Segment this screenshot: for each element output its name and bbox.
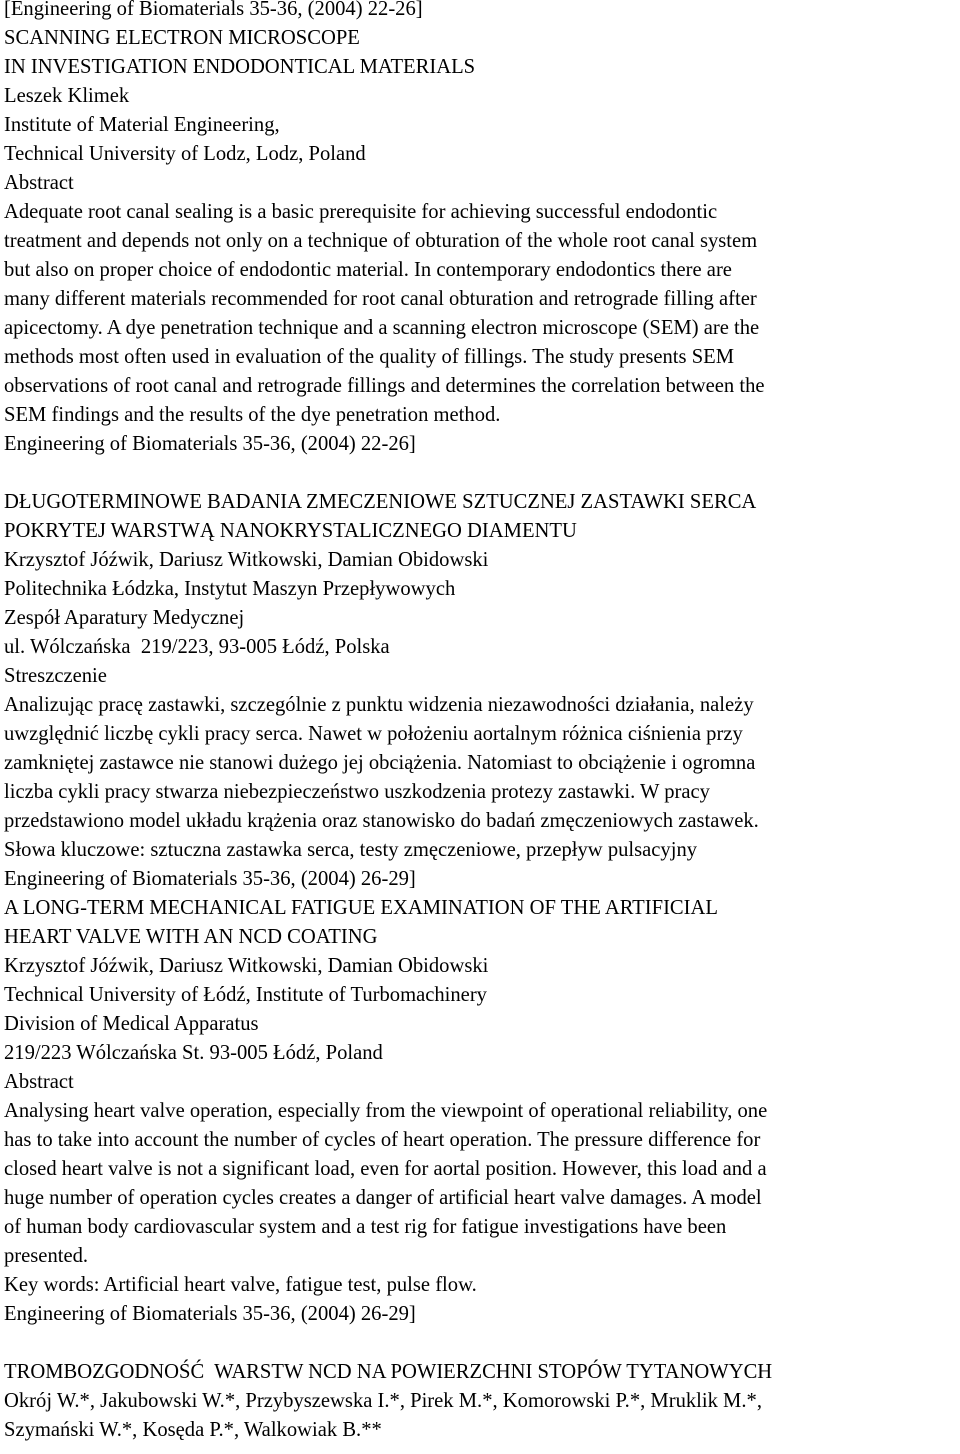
article-title-line: HEART VALVE WITH AN NCD COATING [4, 926, 378, 948]
abstract-line: closed heart valve is not a significant load, even for aortal position. However, this load and a [4, 1158, 767, 1180]
citation: [Engineering of Biomaterials 35-36, (2004) 22-26] [4, 0, 423, 20]
article-title-line: TROMBOZGODNOŚĆ WARSTW NCD NA POWIERZCHNI STOPÓW TYTANOWYCH [4, 1361, 773, 1383]
abstract-line: observations of root canal and retrograde fillings and determines the correlation between the [4, 375, 765, 397]
article-long-term-fatigue-examination [4, 894, 956, 1329]
affiliation-line: Technical University of Łódź, Institute of Turbomachinery [4, 984, 487, 1006]
abstract-line: but also on proper choice of endodontic material. In contemporary endodontics there are [4, 259, 732, 281]
affiliation-line: Division of Medical Apparatus [4, 1013, 259, 1035]
authors: Krzysztof Jóźwik, Dariusz Witkowski, Damian Obidowski [4, 955, 489, 977]
blank-line [4, 1329, 956, 1358]
affiliation-line: 219/223 Wólczańska St. 93-005 Łódź, Poland [4, 1042, 383, 1064]
abstract-line: zamkniętej zastawce nie stanowi dużego jej obciążenia. Natomiast to obciążenie i ogromna [4, 752, 756, 774]
document-page [4, 0, 956, 1445]
authors: Krzysztof Jóźwik, Dariusz Witkowski, Damian Obidowski [4, 549, 489, 571]
abstract-line: treatment and depends not only on a technique of obturation of the whole root canal system [4, 230, 758, 252]
author: Leszek Klimek [4, 85, 130, 107]
authors-line: Okrój W.*, Jakubowski W.*, Przybyszewska I.*, Pirek M.*, Komorowski P.*, Mruklik M.*, [4, 1390, 762, 1412]
abstract-line: apicectomy. A dye penetration technique and a scanning electron microscope (SEM) are the [4, 317, 760, 339]
abstract-line: liczba cykli pracy stwarza niebezpieczeństwo uszkodzenia protezy zastawki. W pracy [4, 781, 710, 803]
affiliation-line: Zespół Aparatury Medycznej [4, 607, 245, 629]
article-scanning-electron-microscope [4, 0, 956, 459]
abstract-heading: Abstract [4, 172, 74, 194]
article-title-line: A LONG-TERM MECHANICAL FATIGUE EXAMINATION OF THE ARTIFICIAL [4, 897, 718, 919]
abstract-heading: Abstract [4, 1071, 74, 1093]
citation-end: Engineering of Biomaterials 35-36, (2004) 22-26] [4, 433, 416, 455]
abstract-heading: Streszczenie [4, 665, 107, 687]
article-trombozgodnosc [4, 1358, 956, 1445]
article-dlugoterminowe-badania [4, 488, 956, 894]
article-title-line: DŁUGOTERMINOWE BADANIA ZMECZENIOWE SZTUCZNEJ ZASTAWKI SERCA [4, 491, 757, 513]
article-title-line: IN INVESTIGATION ENDODONTICAL MATERIALS [4, 56, 476, 78]
article-title-line: POKRYTEJ WARSTWĄ NANOKRYSTALICZNEGO DIAMENTU [4, 520, 577, 542]
abstract-line: many different materials recommended for root canal obturation and retrograde filling after [4, 288, 757, 310]
abstract-line: uwzględnić liczbę cykli pracy serca. Nawet w położeniu aortalnym różnica ciśnienia przy [4, 723, 743, 745]
citation-end: Engineering of Biomaterials 35-36, (2004) 26-29] [4, 868, 416, 890]
abstract-line: of human body cardiovascular system and a test rig for fatigue investigations have been [4, 1216, 727, 1238]
affiliation-line: Institute of Material Engineering, [4, 114, 280, 136]
article-title-line: SCANNING ELECTRON MICROSCOPE [4, 27, 360, 49]
abstract-line: Analizując pracę zastawki, szczególnie z punktu widzenia niezawodności działania, należy [4, 694, 754, 716]
abstract-line: presented. [4, 1245, 89, 1267]
abstract-line: Analysing heart valve operation, especially from the viewpoint of operational reliability, one [4, 1100, 768, 1122]
abstract-line: Adequate root canal sealing is a basic prerequisite for achieving successful endodontic [4, 201, 718, 223]
affiliation-line: Politechnika Łódzka, Instytut Maszyn Przepływowych [4, 578, 456, 600]
abstract-line: methods most often used in evaluation of the quality of fillings. The study presents SEM [4, 346, 735, 368]
abstract-line: huge number of operation cycles creates a danger of artificial heart valve damages. A model [4, 1187, 762, 1209]
citation-end: Engineering of Biomaterials 35-36, (2004) 26-29] [4, 1303, 416, 1325]
affiliation-line: Technical University of Lodz, Lodz, Poland [4, 143, 366, 165]
blank-line [4, 459, 956, 488]
affiliation-line: ul. Wólczańska 219/223, 93-005 Łódź, Polska [4, 636, 390, 658]
keywords: Key words: Artificial heart valve, fatigue test, pulse flow. [4, 1274, 477, 1296]
authors-line: Szymański W.*, Kosęda P.*, Walkowiak B.** [4, 1419, 382, 1441]
abstract-line: przedstawiono model układu krążenia oraz stanowisko do badań zmęczeniowych zastawek. [4, 810, 759, 832]
keywords: Słowa kluczowe: sztuczna zastawka serca, testy zmęczeniowe, przepływ pulsacyjny [4, 839, 698, 861]
abstract-line: has to take into account the number of cycles of heart operation. The pressure difference for [4, 1129, 761, 1151]
abstract-line: SEM findings and the results of the dye penetration method. [4, 404, 501, 426]
